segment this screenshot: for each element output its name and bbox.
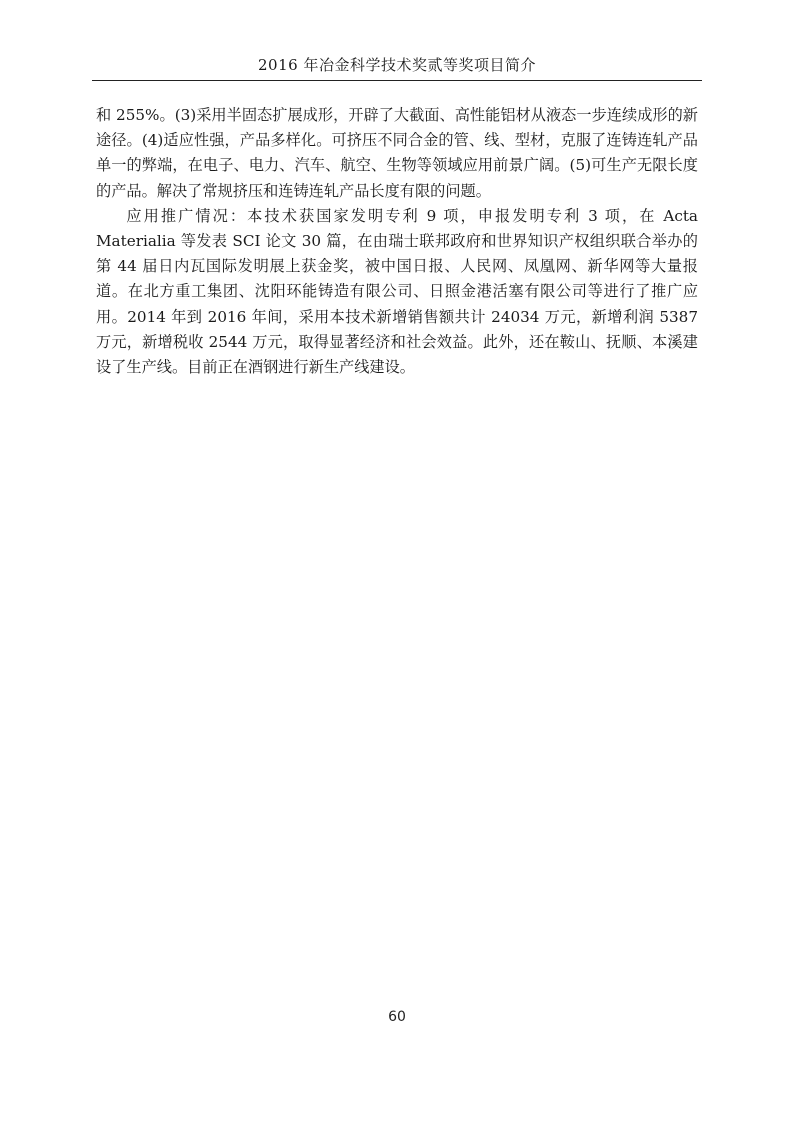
page-header: [92, 54, 702, 81]
paragraph-application-promotion: 应用推广情况：本技术获国家发明专利 9 项，申报发明专利 3 项，在 Acta Materialia 等发表 SCI 论文 30 篇，在由瑞士联邦政府和世界知识产权组织联合举办的第 44 届日内瓦国际发明展上获金奖，被中国日报、人民网、凤凰网、新华网等大量报道。在北方重工集团、沈阳环能铸造有限公司、日照金港活塞有限公司等进行了推广应用。2014 年到 2016 年间，采用本技术新增销售额共计 24034 万元，新增利润 5387 万元，新增税收 2544 万元，取得显著经济和社会效益。此外，还在鞍山、抚顺、本溪建设了生产线。目前正在酒钢进行新生产线建设。: [96, 206, 698, 377]
paragraph-continuation: 和 255%。(3)采用半固态扩展成形，开辟了大截面、高性能铝材从液态一步连续成形的新途径。(4)适应性强，产品多样化。可挤压不同合金的管、线、型材，克服了连铸连轧产品单一的弊端，在电子、电力、汽车、航空、生物等领域应用前景广阔。(5)可生产无限长度的产品。解决了常规挤压和连铸连轧产品长度有限的问题。: [96, 106, 698, 200]
page-header-title: 2016 年冶金科学技术奖贰等奖项目简介: [258, 56, 536, 74]
document-body: [96, 103, 698, 380]
page-number: 60: [388, 1009, 406, 1025]
